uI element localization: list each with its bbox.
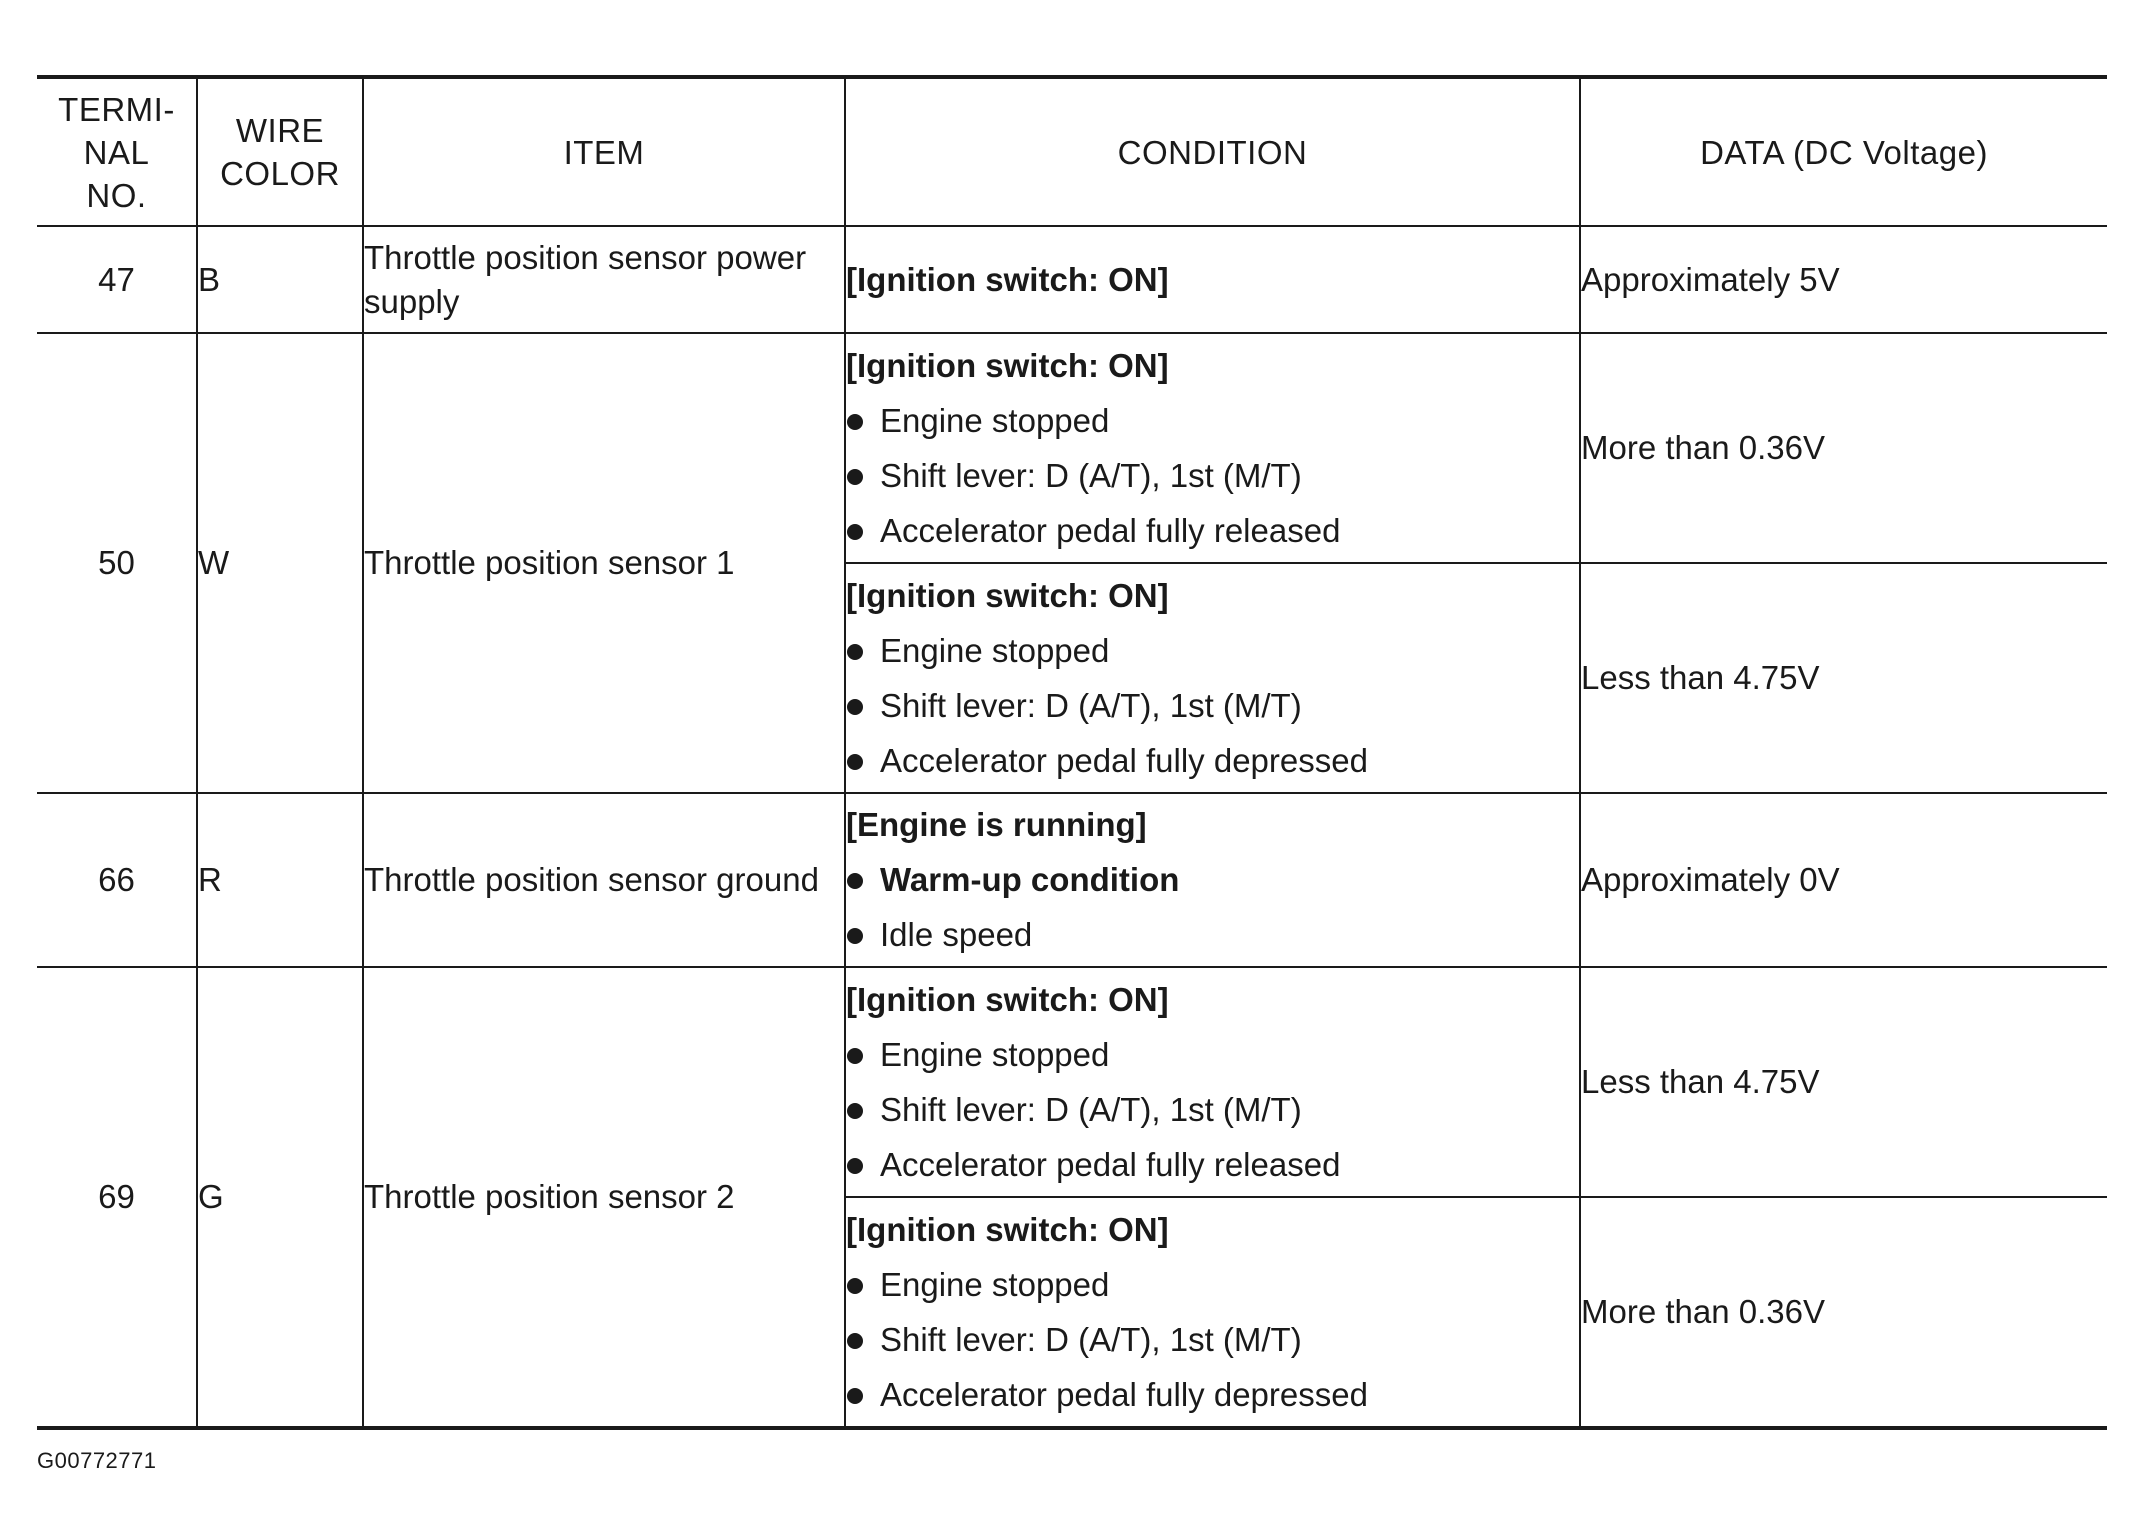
header-terminal-line3: NO. (86, 176, 147, 214)
condition-cell (845, 967, 1580, 1197)
condition-text: Warm-up condition (880, 861, 1180, 898)
bullet-icon (847, 1103, 863, 1119)
condition-cell (845, 226, 1580, 333)
data-cell: Approximately 5V (1580, 226, 2107, 333)
condition-list (846, 1263, 1579, 1417)
header-wire-line1: WIRE (235, 112, 325, 149)
wire-color-cell: R (197, 793, 363, 967)
condition-heading: [Ignition switch: ON] (846, 260, 1169, 298)
condition-list (846, 858, 1579, 957)
bullet-icon (847, 524, 863, 540)
condition-heading: [Ignition switch: ON] (846, 1210, 1169, 1248)
bullet-icon (847, 754, 863, 770)
condition-item (846, 1263, 1579, 1307)
data-cell: Less than 4.75V (1580, 563, 2107, 793)
header-wire-color (197, 77, 363, 226)
item-cell: Throttle position sensor 2 (363, 967, 845, 1428)
figure-code: G00772771 (37, 1448, 157, 1473)
condition-item (846, 1318, 1579, 1362)
wire-color-cell: W (197, 333, 363, 793)
terminal-data-table (37, 75, 2107, 1430)
condition-text: Accelerator pedal fully depressed (880, 1375, 1368, 1413)
data-cell: More than 0.36V (1580, 1197, 2107, 1428)
table-row-terminal-66 (37, 793, 2107, 967)
condition-heading: [Ignition switch: ON] (846, 346, 1169, 384)
condition-list (846, 399, 1579, 553)
bullet-icon (847, 1048, 863, 1064)
header-terminal-no (37, 77, 197, 226)
item-cell: Throttle position sensor ground (363, 793, 845, 967)
condition-text: Engine stopped (880, 631, 1110, 669)
condition-item (846, 1373, 1579, 1417)
condition-heading: [Ignition switch: ON] (846, 980, 1169, 1018)
data-cell: Approximately 0V (1580, 793, 2107, 967)
header-terminal-line2: NAL (83, 133, 150, 171)
condition-text: Shift lever: D (A/T), 1st (M/T) (880, 1090, 1302, 1128)
condition-text: Shift lever: D (A/T), 1st (M/T) (880, 1320, 1302, 1358)
condition-cell (845, 1197, 1580, 1428)
condition-list (846, 1033, 1579, 1187)
bullet-icon (847, 469, 863, 485)
header-condition: CONDITION (845, 77, 1580, 226)
bullet-icon (847, 644, 863, 660)
condition-heading: [Engine is running] (846, 806, 1147, 843)
item-cell: Throttle position sensor 1 (363, 333, 845, 793)
condition-list (846, 629, 1579, 783)
condition-item (846, 739, 1579, 783)
wire-color-cell: B (197, 226, 363, 333)
terminal-no-cell: 50 (37, 333, 197, 793)
condition-cell (845, 793, 1580, 967)
bullet-icon (847, 873, 863, 889)
bullet-icon (847, 414, 863, 430)
header-terminal-line1: TERMI- (58, 90, 175, 128)
header-data: DATA (DC Voltage) (1580, 77, 2107, 226)
condition-text: Engine stopped (880, 1035, 1110, 1073)
condition-text: Idle speed (880, 916, 1033, 953)
table-row-terminal-69 (37, 967, 2107, 1197)
condition-text: Engine stopped (880, 401, 1110, 439)
terminal-no-cell: 69 (37, 967, 197, 1428)
condition-item (846, 509, 1579, 553)
condition-heading: [Ignition switch: ON] (846, 576, 1169, 614)
condition-text: Shift lever: D (A/T), 1st (M/T) (880, 456, 1302, 494)
condition-text: Accelerator pedal fully released (880, 511, 1341, 549)
terminal-reference-sheet (37, 75, 2107, 1430)
condition-text: Shift lever: D (A/T), 1st (M/T) (880, 686, 1302, 724)
bullet-icon (847, 699, 863, 715)
terminal-no-cell: 47 (37, 226, 197, 333)
condition-item (846, 1088, 1579, 1132)
condition-item (846, 913, 1579, 957)
bullet-icon (847, 928, 863, 944)
data-cell: More than 0.36V (1580, 333, 2107, 563)
condition-item (846, 684, 1579, 728)
condition-text: Accelerator pedal fully released (880, 1145, 1341, 1183)
condition-item (846, 1143, 1579, 1187)
bullet-icon (847, 1388, 863, 1404)
condition-text: Engine stopped (880, 1265, 1110, 1303)
table-row-terminal-50 (37, 333, 2107, 563)
condition-item (846, 629, 1579, 673)
item-cell: Throttle position sensor power supply (363, 226, 845, 333)
terminal-no-cell: 66 (37, 793, 197, 967)
bullet-icon (847, 1158, 863, 1174)
condition-item (846, 1033, 1579, 1077)
header-item: ITEM (363, 77, 845, 226)
condition-cell (845, 333, 1580, 563)
bullet-icon (847, 1278, 863, 1294)
header-wire-line2: COLOR (220, 155, 340, 192)
condition-item (846, 858, 1579, 902)
data-cell: Less than 4.75V (1580, 967, 2107, 1197)
condition-cell (845, 563, 1580, 793)
bullet-icon (847, 1333, 863, 1349)
header-row (37, 77, 2107, 226)
condition-text: Accelerator pedal fully depressed (880, 741, 1368, 779)
table-row-terminal-47 (37, 226, 2107, 333)
condition-item (846, 454, 1579, 498)
condition-item (846, 399, 1579, 443)
wire-color-cell: G (197, 967, 363, 1428)
